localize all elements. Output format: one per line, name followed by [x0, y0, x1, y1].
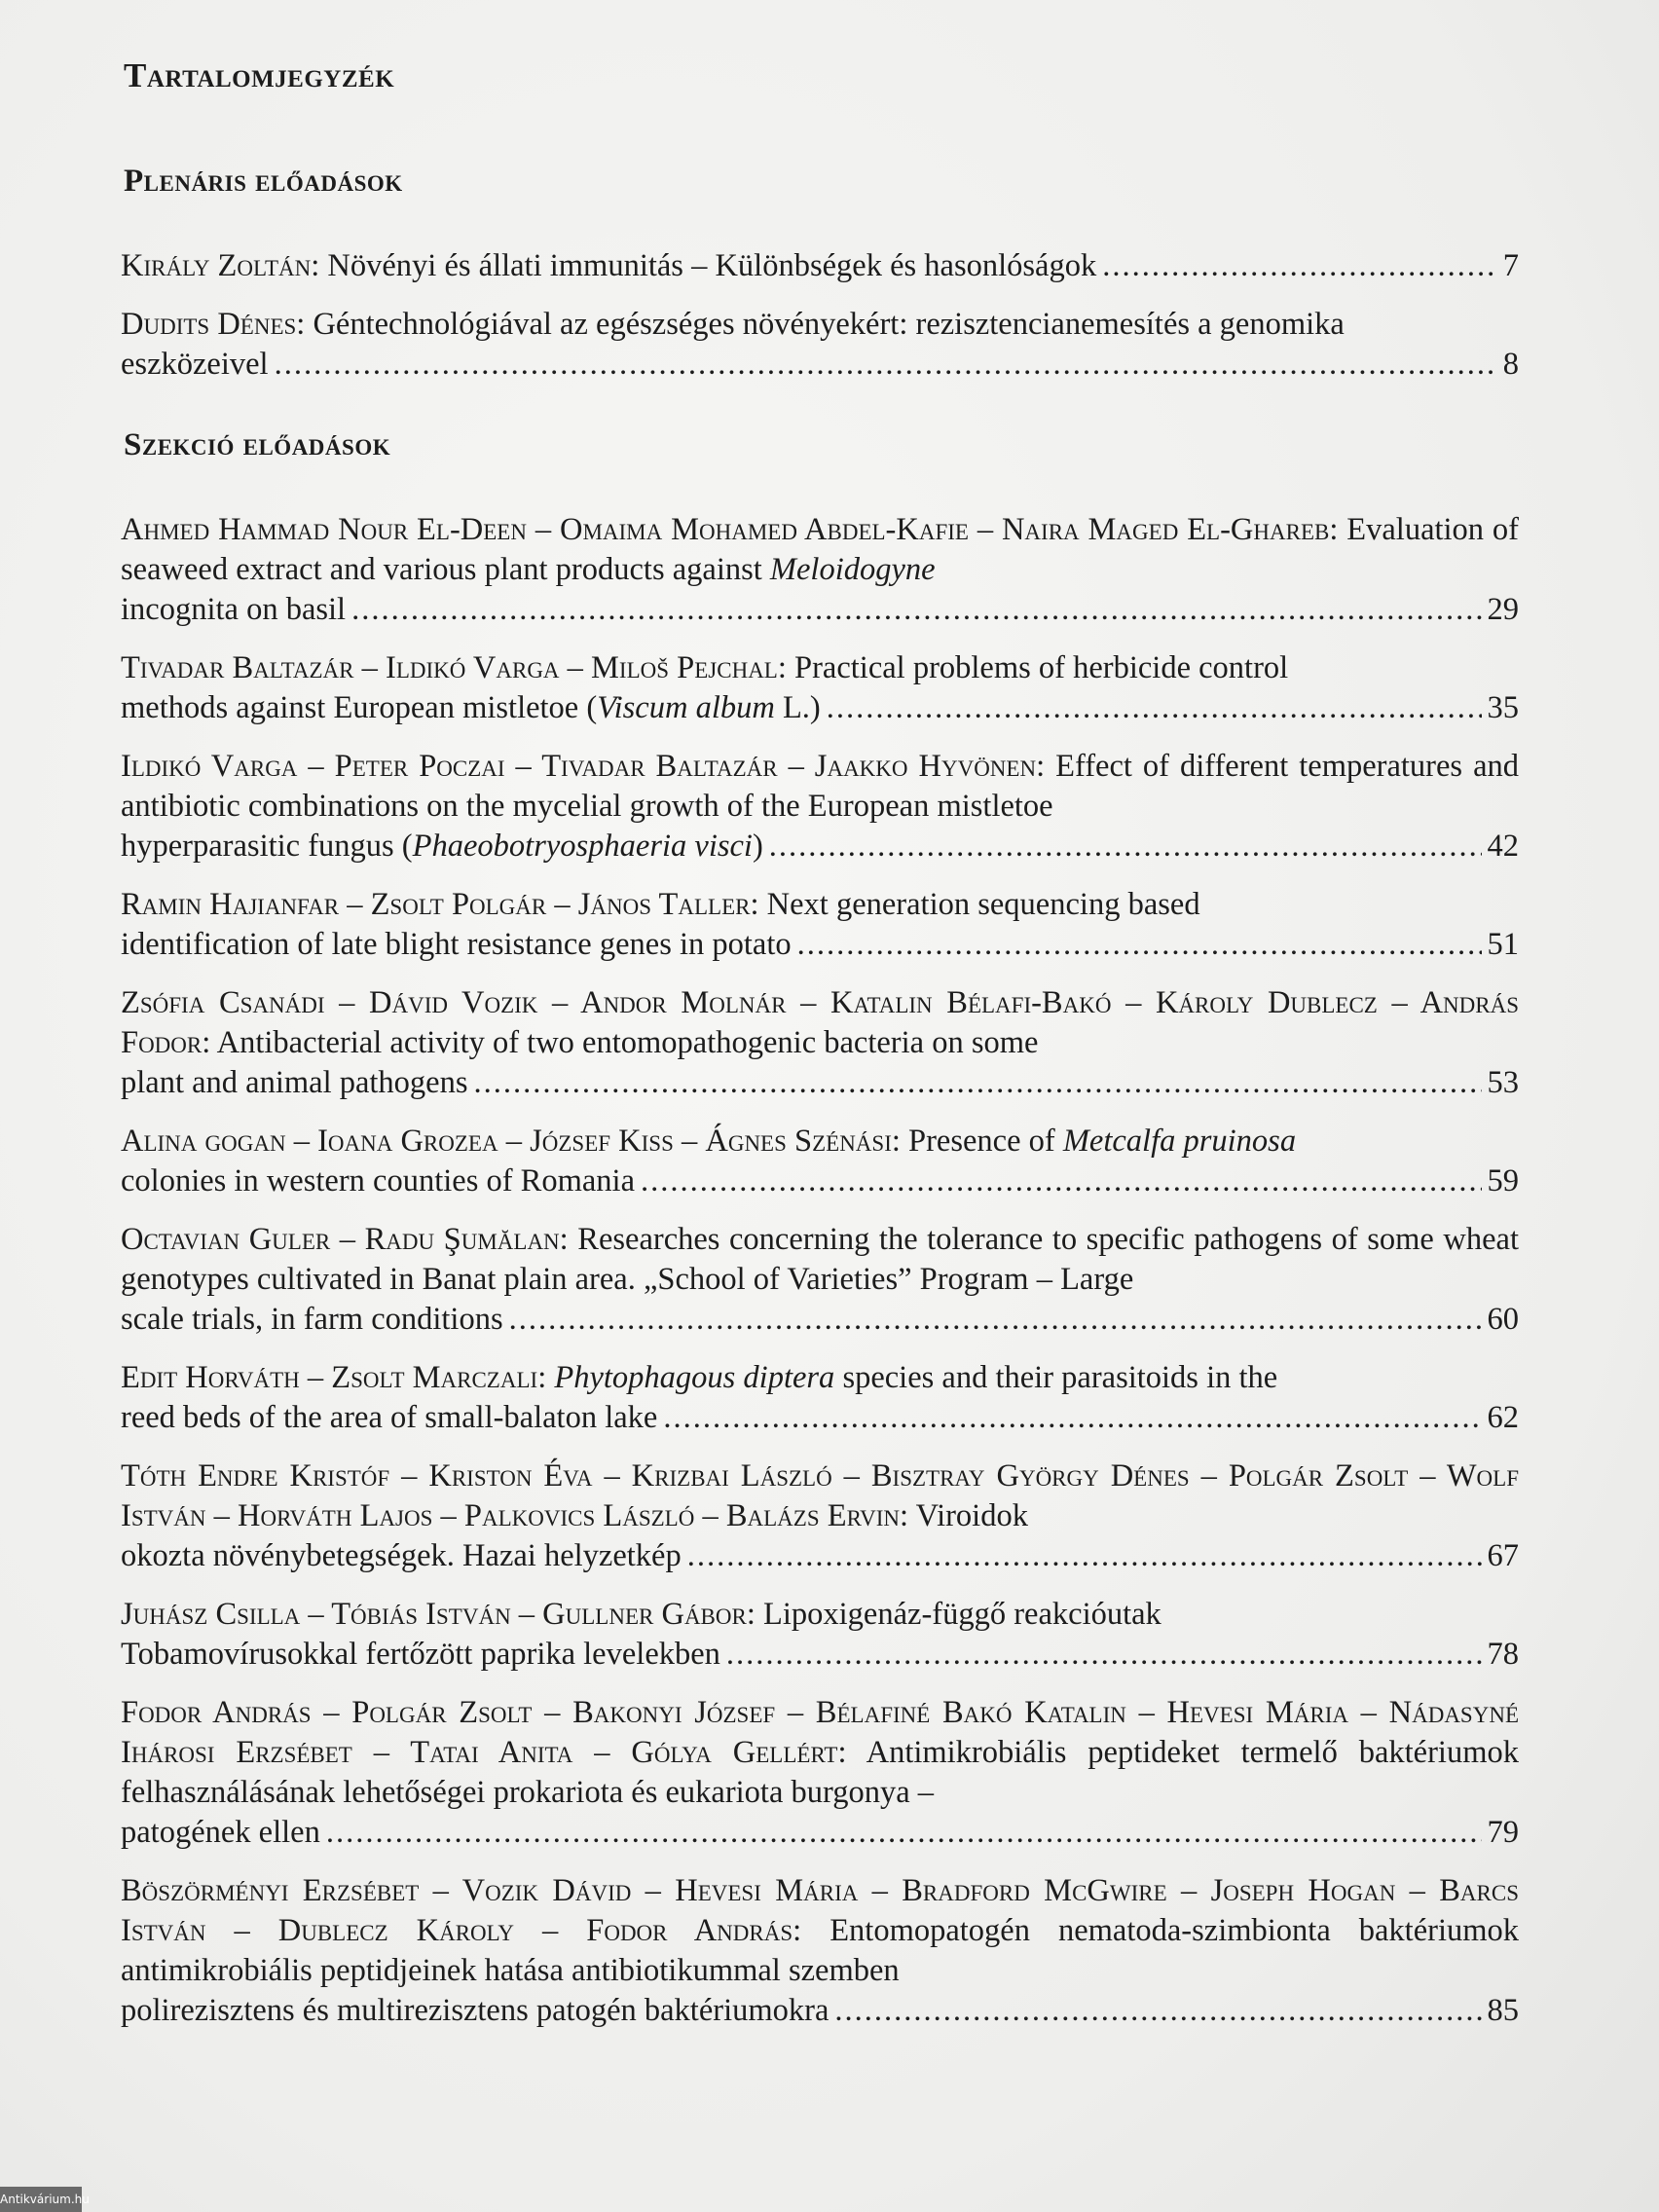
- entry-page-number: 8: [1502, 347, 1519, 382]
- table-of-contents: [121, 56, 1519, 2049]
- dot-leader: [834, 1991, 1481, 2031]
- entry-head-line: Ahmed Hammad Nour El-Deen – Omaima Mohamed Abdel-Kafie – Naira Maged El-Ghareb: Evaluation of seaweed extract and various plant products against Meloidogyne: [121, 512, 1520, 587]
- entry-head-line: Alina gogan – Ioana Grozea – József Kiss – Ágnes Szénási: Presence of Metcalfa pruinosa: [121, 1124, 1297, 1159]
- entry-title: incognita on basil: [121, 592, 347, 627]
- toc-entry[interactable]: [121, 1693, 1519, 1853]
- dot-leader: [687, 1536, 1482, 1576]
- toc-entry[interactable]: [121, 1595, 1519, 1675]
- entry-title-head: Viroidok: [915, 1498, 1028, 1533]
- entry-title-head: Lipoxigenáz-függő reakcióutak: [763, 1597, 1161, 1632]
- entry-title: hyperparasitic fungus (Phaeobotryosphaeria visci): [121, 829, 763, 864]
- entry-page-number: 67: [1487, 1538, 1519, 1573]
- dot-leader: [641, 1161, 1482, 1201]
- entry-authors: Edit Horváth – Zsolt Marczali: [121, 1360, 538, 1395]
- page-title: Tartalomjegyzék: [124, 56, 395, 94]
- entry-authors: Ildikó Varga – Peter Poczai – Tivadar Baltazár – Jaakko Hyvönen: [121, 749, 1037, 784]
- entry-title-head: Practical problems of herbicide control: [794, 650, 1289, 685]
- toc-entry[interactable]: [121, 747, 1519, 866]
- section-heading-plenary: Plenáris előadások: [124, 164, 403, 199]
- entry-title-head: Antimikrobiális peptideket termelő baktériumok felhasználásának lehetőségei prokariota és eukariota burgonya –: [121, 1735, 1519, 1810]
- entry-head-line: Octavian Guler – Radu Şumălan: Researches concerning the tolerance to specific pathogens of some wheat genotypes cultivated in Banat plain area. „School of Varieties” Program – Large: [121, 1222, 1519, 1297]
- entry-title: plant and animal pathogens: [121, 1065, 468, 1100]
- toc-entry[interactable]: Dudits Dénes: Géntechnológiával az egészséges növényekért: rezisztencianemesítés a genomika eszközeivel ..... 8: [121, 305, 1519, 385]
- entry-title-head: Entomopatogén nematoda-szimbionta baktériumok antimikrobiális peptidjeinek hatása antibiotikummal szemben: [121, 1913, 1520, 1988]
- entry-title: Tobamovírusokkal fertőzött paprika levelekben: [121, 1637, 720, 1672]
- entry-head-line: Tivadar Baltazár – Ildikó Varga – Miloš Pejchal: Practical problems of herbicide control: [121, 650, 1289, 685]
- dot-leader: [474, 1063, 1482, 1103]
- toc-entry[interactable]: [121, 1122, 1519, 1201]
- entry-title: Növényi és állati immunitás – Különbségek és hasonlóságok: [327, 248, 1097, 283]
- dot-leader: [275, 345, 1497, 385]
- entry-head-line: Ramin Hajianfar – Zsolt Polgár – János Taller: Next generation sequencing based: [121, 887, 1200, 922]
- entry-title-head: Phytophagous diptera species and their parasitoids in the: [554, 1360, 1278, 1395]
- entry-title-head: Evaluation of seaweed extract and various plant products against Meloidogyne: [121, 512, 1520, 587]
- section-entries: [121, 510, 1519, 2031]
- entry-title-head: Antibacterial activity of two entomopathogenic bacteria on some: [216, 1025, 1039, 1060]
- entry-head-line: Böszörményi Erzsébet – Vozik Dávid – Hevesi Mária – Bradford McGwire – Joseph Hogan – Barcs István – Dublecz Károly – Fodor András: Entomopatogén nematoda-szimbionta baktériumok antimikrobiális peptidjeinek hatása antibiotikummal szemben: [121, 1873, 1520, 1988]
- entry-title: polirezisztens és multirezisztens patogén baktériumokra: [121, 1993, 830, 2028]
- entry-title-head: Effect of different temperatures and antibiotic combinations on the mycelial growth of the European mistletoe: [121, 749, 1519, 824]
- entry-page-number: 7: [1502, 248, 1519, 283]
- toc-entry[interactable]: [121, 1220, 1519, 1340]
- entry-page-number: 62: [1487, 1400, 1519, 1435]
- watermark-logo: Antikvárium.hu: [0, 2187, 82, 2212]
- entry-title: colonies in western counties of Romania: [121, 1163, 635, 1198]
- entry-page-number: 42: [1487, 829, 1519, 864]
- entry-title: identification of late blight resistance genes in potato: [121, 927, 792, 962]
- entry-title-head: Next generation sequencing based: [766, 887, 1200, 922]
- dot-leader: [509, 1300, 1482, 1340]
- entry-title-head: Presence of Metcalfa pruinosa: [908, 1124, 1297, 1159]
- entry-title: okozta növénybetegségek. Hazai helyzetkép: [121, 1538, 682, 1573]
- entry-page-number: 35: [1487, 690, 1519, 725]
- entry-authors: Fodor András – Polgár Zsolt – Bakonyi József – Bélafiné Bakó Katalin – Hevesi Mária – Nádasyné Ihárosi Erzsébet – Tatai Anita – Gólya Gellért: [121, 1695, 1519, 1770]
- entry-head-line: Zsófia Csanádi – Dávid Vozik – Andor Molnár – Katalin Bélafi-Bakó – Károly Dublecz – András Fodor: Antibacterial activity of two entomopathogenic bacteria on some: [121, 985, 1519, 1060]
- toc-entry[interactable]: [121, 885, 1519, 965]
- entry-authors: Ramin Hajianfar – Zsolt Polgár – János Taller: [121, 887, 751, 922]
- entry-page-number: 29: [1487, 592, 1519, 627]
- toc-entry[interactable]: [121, 1456, 1519, 1576]
- entry-head-line: Juhász Csilla – Tóbiás István – Gullner Gábor: Lipoxigenáz-függő reakcióutak: [121, 1597, 1161, 1632]
- dot-leader: [326, 1813, 1482, 1853]
- section-heading-sessions: Szekció előadások: [124, 427, 391, 462]
- toc-entry[interactable]: [121, 1358, 1519, 1438]
- entry-authors: Király Zoltán: [121, 248, 312, 283]
- dot-leader: [351, 590, 1481, 630]
- entry-title: reed beds of the area of small-balaton lake: [121, 1400, 658, 1435]
- entry-title: scale trials, in farm conditions: [121, 1302, 503, 1337]
- entry-title: methods against European mistletoe (Viscum album L.): [121, 690, 821, 725]
- dot-leader: [827, 688, 1482, 728]
- toc-entry[interactable]: [121, 983, 1519, 1103]
- entry-page-number: 85: [1487, 1993, 1519, 2028]
- entry-authors: Böszörményi Erzsébet – Vozik Dávid – Hevesi Mária – Bradford McGwire – Joseph Hogan – Barcs István – Dublecz Károly – Fodor András: [121, 1873, 1519, 1948]
- entry-page-number: 60: [1487, 1302, 1519, 1337]
- entry-title: patogének ellen: [121, 1815, 320, 1850]
- entry-authors: Zsófia Csanádi – Dávid Vozik – Andor Molnár – Katalin Bélafi-Bakó – Károly Dublecz – András Fodor: [121, 985, 1519, 1060]
- dot-leader: [726, 1635, 1482, 1675]
- dot-leader: [663, 1398, 1481, 1438]
- entry-page-number: 51: [1487, 927, 1519, 962]
- toc-entry[interactable]: Király Zoltán: Növényi és állati immunitás – Különbségek és hasonlóságok ..... 7: [121, 246, 1519, 286]
- entry-authors: Octavian Guler – Radu Şumălan: [121, 1222, 560, 1257]
- entry-authors: Tóth Endre Kristóf – Kriston Éva – Krizbai László – Bisztray György Dénes – Polgár Zsolt – Wolf István – Horváth Lajos – Palkovics László – Balázs Ervin: [121, 1458, 1519, 1533]
- toc-entry[interactable]: [121, 648, 1519, 728]
- entry-page-number: 59: [1487, 1163, 1519, 1198]
- entry-head-line: Ildikó Varga – Peter Poczai – Tivadar Baltazár – Jaakko Hyvönen: Effect of different temperatures and antibiotic combinations on the mycelial growth of the European mistletoe: [121, 749, 1519, 824]
- entry-page-number: 53: [1487, 1065, 1519, 1100]
- entry-head-line: Tóth Endre Kristóf – Kriston Éva – Krizbai László – Bisztray György Dénes – Polgár Zsolt – Wolf István – Horváth Lajos – Palkovics László – Balázs Ervin: Viroidok: [121, 1458, 1519, 1533]
- toc-entry[interactable]: [121, 510, 1519, 630]
- entry-authors: Ahmed Hammad Nour El-Deen – Omaima Mohamed Abdel-Kafie – Naira Maged El-Ghareb: [121, 512, 1330, 547]
- entry-authors: Juhász Csilla – Tóbiás István – Gullner Gábor: [121, 1597, 747, 1632]
- entry-title-head: Géntechnológiával az egészséges növényekért: rezisztencianemesítés a genomika: [313, 307, 1345, 342]
- entry-head-line: Edit Horváth – Zsolt Marczali: Phytophagous diptera species and their parasitoids in the: [121, 1360, 1278, 1395]
- dot-leader: [1102, 246, 1497, 286]
- entry-authors: Alina gogan – Ioana Grozea – József Kiss – Ágnes Szénási: [121, 1124, 892, 1159]
- dot-leader: [797, 925, 1482, 965]
- entry-page-number: 79: [1487, 1815, 1519, 1850]
- entry-authors: Tivadar Baltazár – Ildikó Varga – Miloš Pejchal: [121, 650, 778, 685]
- toc-entry[interactable]: [121, 1871, 1519, 2031]
- dot-leader: [769, 827, 1482, 866]
- entry-page-number: 78: [1487, 1637, 1519, 1672]
- entry-title-head: Researches concerning the tolerance to specific pathogens of some wheat genotypes cultivated in Banat plain area. „School of Varieties” Program – Large: [121, 1222, 1519, 1297]
- entry-title: eszközeivel: [121, 347, 269, 382]
- entry-authors: Dudits Dénes: [121, 307, 297, 342]
- entry-head-line: Fodor András – Polgár Zsolt – Bakonyi József – Bélafiné Bakó Katalin – Hevesi Mária – Nádasyné Ihárosi Erzsébet – Tatai Anita – Gólya Gellért: Antimikrobiális peptideket termelő baktériumok felhasználásának lehetőségei prokariota és eukariota burgonya –: [121, 1695, 1519, 1810]
